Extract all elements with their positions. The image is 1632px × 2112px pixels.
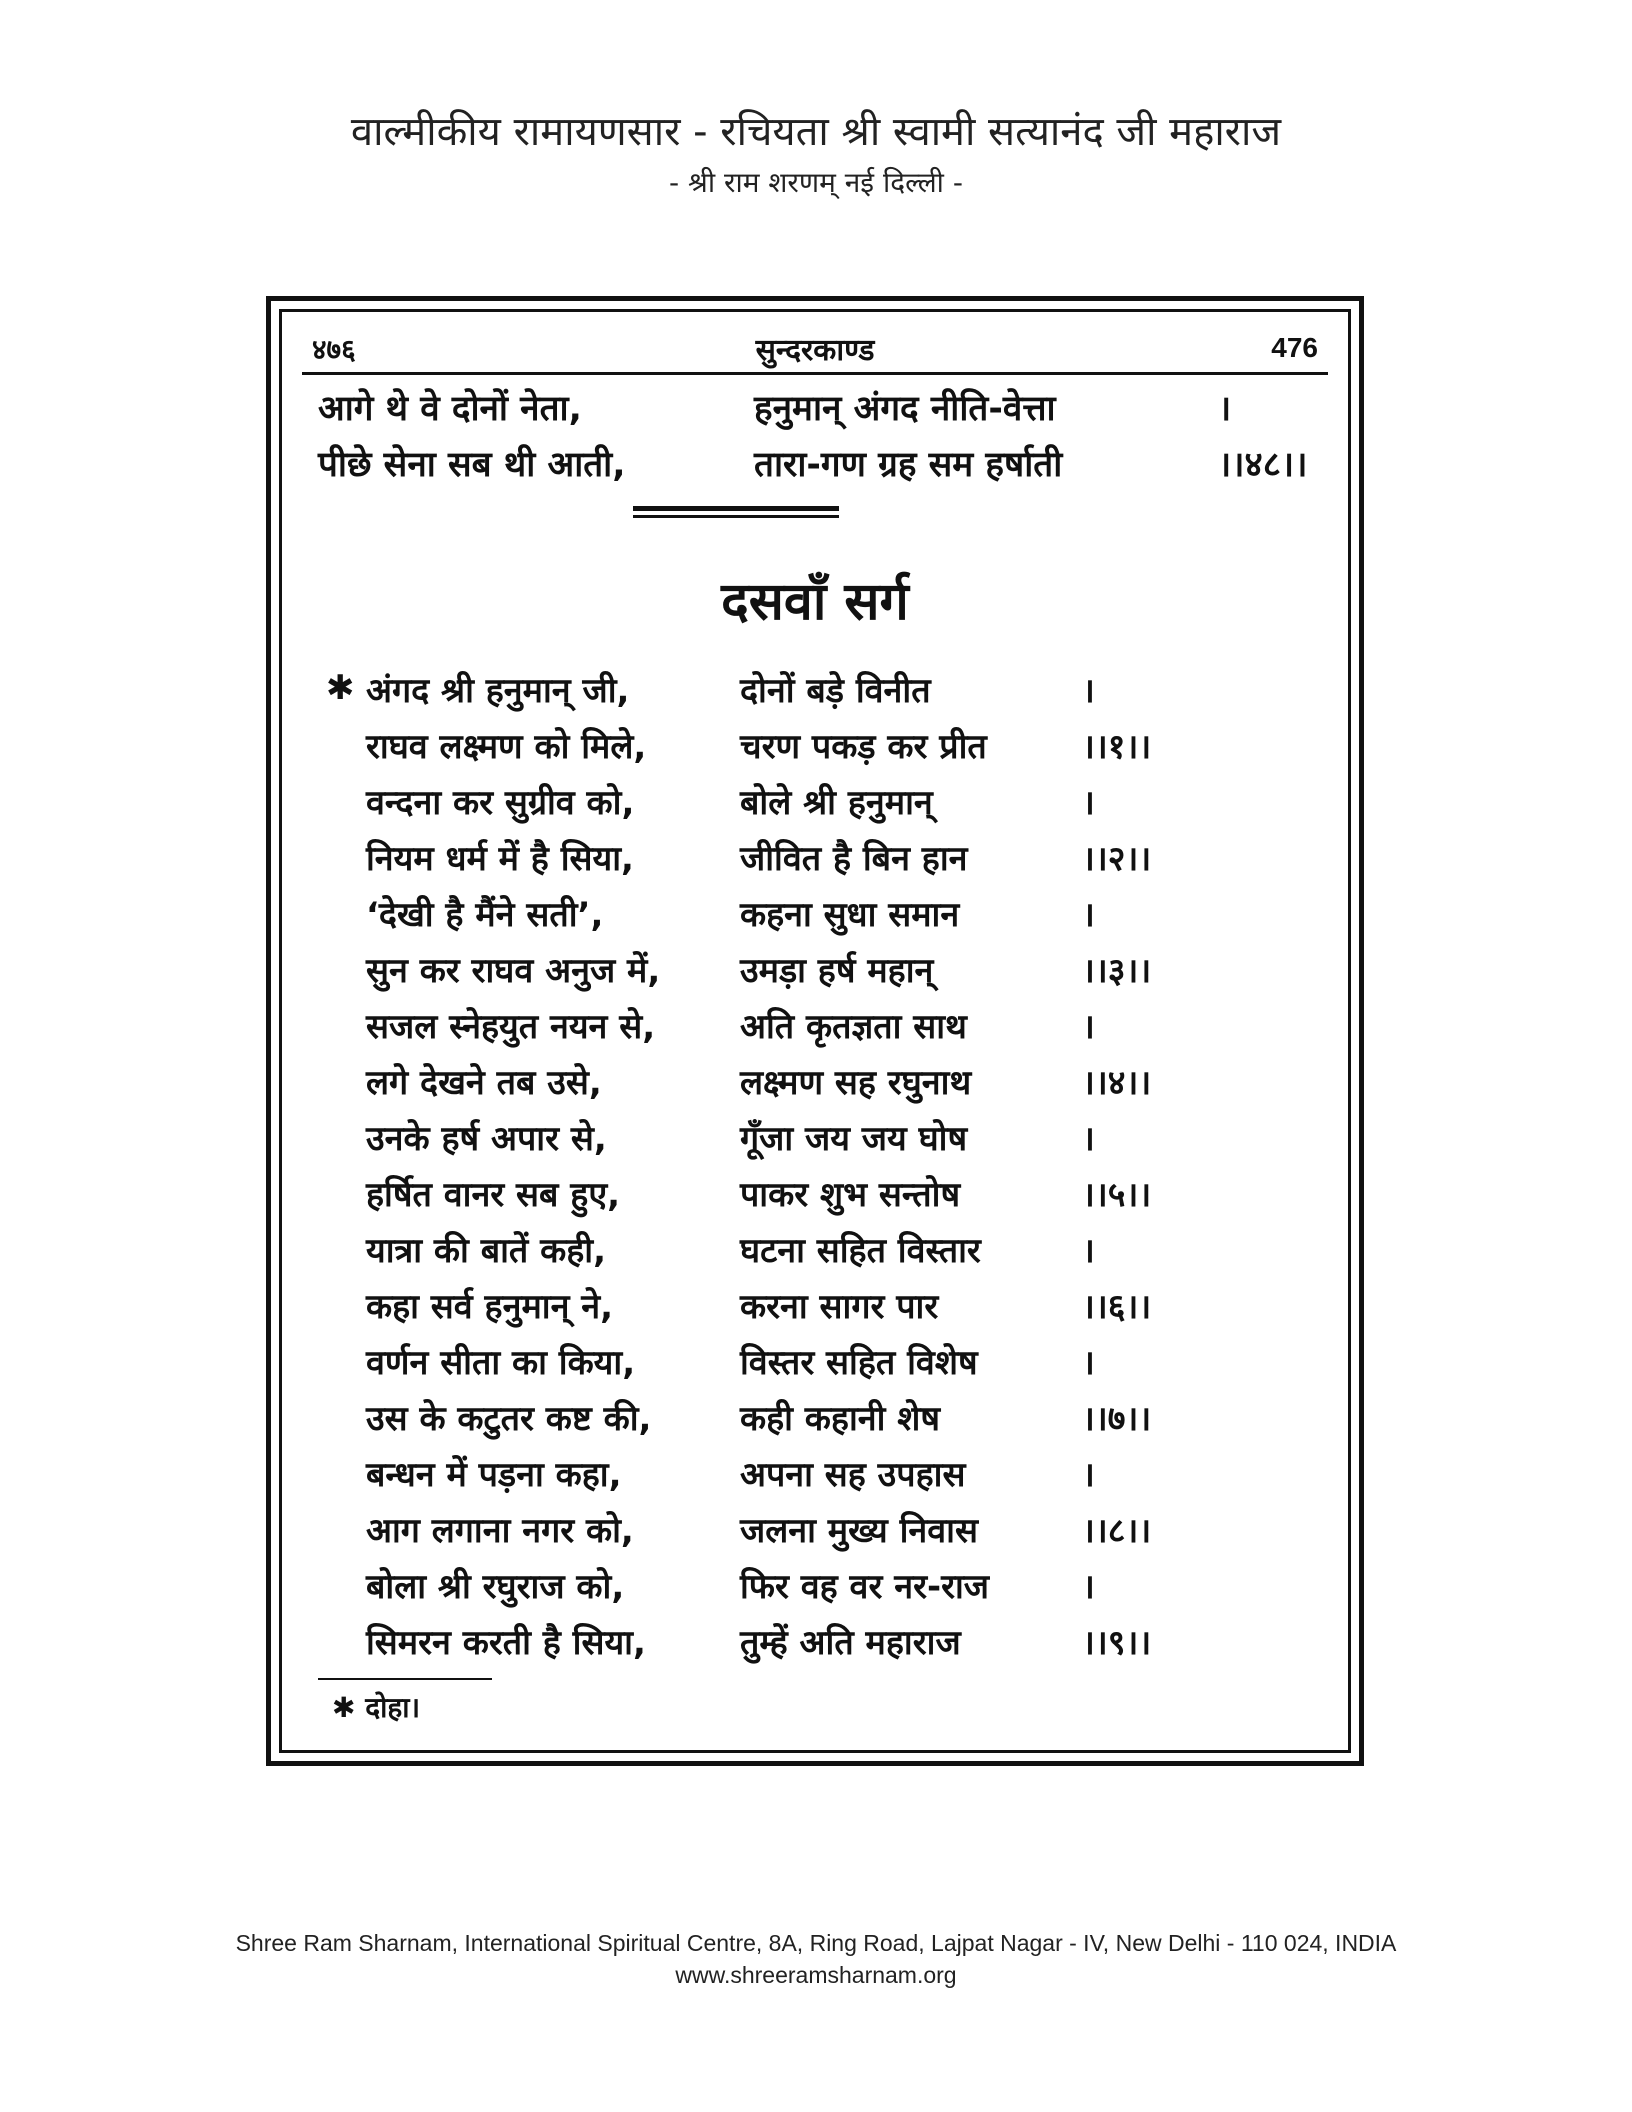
line-first-half: उनके हर्ष अपार से, xyxy=(366,1119,607,1159)
line-second-half: पाकर शुभ सन्तोष xyxy=(740,1175,961,1215)
line-first-half: वर्णन सीता का किया, xyxy=(366,1343,636,1383)
line-first-half: राघव लक्ष्मण को मिले, xyxy=(366,727,647,767)
running-head xyxy=(302,326,1328,375)
line-end-mark: । xyxy=(1082,671,1095,711)
page-number-devanagari: ४७६ xyxy=(312,333,356,366)
line-end-mark: । xyxy=(1082,1231,1095,1271)
line-second-half: विस्तर सहित विशेष xyxy=(740,1343,978,1383)
line-first-half: आगे थे वे दोनों नेता, xyxy=(318,389,582,429)
verse-number: ।।१।। xyxy=(1082,727,1152,767)
line-second-half: जलना मुख्य निवास xyxy=(740,1511,978,1551)
line-end-mark: । xyxy=(1082,1567,1095,1607)
line-second-half: हनुमान् अंगद नीति-वेत्ता xyxy=(754,389,1056,429)
line-second-half: करना सागर पार xyxy=(740,1287,939,1327)
line-second-half: अति कृतज्ञता साथ xyxy=(740,1007,967,1047)
book-page-inner-border xyxy=(279,309,1351,1753)
line-first-half: ‘देखी है मैंने सती’, xyxy=(366,895,604,935)
document-header-subtitle: - श्री राम शरणम् नई दिल्ली - xyxy=(669,166,963,199)
verse-number: ।।८।। xyxy=(1082,1511,1152,1551)
line-second-half: बोले श्री हनुमान् xyxy=(740,783,933,823)
section-divider xyxy=(633,506,839,518)
page-number-arabic: 476 xyxy=(1271,332,1318,363)
line-second-half: अपना सह उपहास xyxy=(740,1455,966,1495)
line-second-half: कही कहानी शेष xyxy=(740,1399,941,1439)
line-second-half: उमड़ा हर्ष महान् xyxy=(740,951,934,991)
footer-address: Shree Ram Sharnam, International Spiritual Centre, 8A, Ring Road, Lajpat Nagar - IV, New Delhi - 110 024, INDIA xyxy=(235,1930,1397,1956)
line-second-half: तारा-गण ग्रह सम हर्षाती xyxy=(754,445,1063,485)
line-second-half: दोनों बड़े विनीत xyxy=(740,671,931,711)
line-first-half: सुन कर राघव अनुज में, xyxy=(366,951,661,991)
book-page-frame xyxy=(266,296,1364,1766)
line-end-mark: । xyxy=(1082,1119,1095,1159)
verse-number: ।।३।। xyxy=(1082,951,1152,991)
verse-number: ।।४।। xyxy=(1082,1063,1152,1103)
line-end-mark: । xyxy=(1082,783,1095,823)
line-first-half: अंगद श्री हनुमान् जी, xyxy=(366,671,630,711)
line-first-half: सजल स्नेहयुत नयन से, xyxy=(366,1007,656,1047)
line-first-half: कहा सर्व हनुमान् ने, xyxy=(366,1287,614,1327)
line-first-half: नियम धर्म में है सिया, xyxy=(366,839,634,879)
line-second-half: कहना सुधा समान xyxy=(740,895,960,935)
line-end-mark: । xyxy=(1082,895,1095,935)
verse-number: ।।९।। xyxy=(1082,1623,1152,1663)
line-second-half: फिर वह वर नर-राज xyxy=(740,1567,990,1607)
footnote-rule xyxy=(318,1678,492,1680)
line-first-half: हर्षित वानर सब हुए, xyxy=(366,1175,621,1215)
line-end-mark: । xyxy=(1082,1343,1095,1383)
line-end-mark: । xyxy=(1082,1455,1095,1495)
line-first-half: वन्दना कर सुग्रीव को, xyxy=(366,783,635,823)
line-second-half: तुम्हें अति महाराज xyxy=(740,1623,961,1663)
doha-asterisk-icon: ✱ xyxy=(326,668,355,708)
line-end-mark: । xyxy=(1082,1007,1095,1047)
line-first-half: सिमरन करती है सिया, xyxy=(366,1623,646,1663)
verse-number: ।।५।। xyxy=(1082,1175,1152,1215)
line-second-half: घटना सहित विस्तार xyxy=(740,1231,981,1271)
verse-number: ।।६।। xyxy=(1082,1287,1152,1327)
line-second-half: गूँजा जय जय घोष xyxy=(740,1119,968,1159)
line-end-mark: । xyxy=(1218,389,1232,429)
footer-website: www.shreeramsharnam.org xyxy=(675,1962,957,1988)
line-first-half: यात्रा की बातें कही, xyxy=(366,1231,607,1271)
line-first-half: पीछे सेना सब थी आती, xyxy=(318,445,626,485)
line-first-half: बोला श्री रघुराज को, xyxy=(366,1567,625,1607)
line-second-half: जीवित है बिन हान xyxy=(740,839,968,879)
line-second-half: लक्ष्मण सह रघुनाथ xyxy=(740,1063,972,1103)
sarga-title: दसवाँ सर्ग xyxy=(721,572,909,632)
verse-number: ।।४८।। xyxy=(1218,445,1308,485)
verse-number: ।।२।। xyxy=(1082,839,1152,879)
document-header-title: वाल्मीकीय रामायणसार - रचियता श्री स्वामी सत्यानंद जी महाराज xyxy=(350,109,1282,155)
line-first-half: बन्धन में पड़ना कहा, xyxy=(366,1455,622,1495)
line-first-half: उस के कटुतर कष्ट की, xyxy=(366,1399,652,1439)
line-second-half: चरण पकड़ कर प्रीत xyxy=(740,727,987,767)
line-first-half: लगे देखने तब उसे, xyxy=(366,1063,602,1103)
verse-number: ।।७।। xyxy=(1082,1399,1152,1439)
footnote: ✱ दोहा। xyxy=(332,1691,421,1724)
section-name: सुन्दरकाण्ड xyxy=(755,333,875,368)
line-first-half: आग लगाना नगर को, xyxy=(366,1511,634,1551)
